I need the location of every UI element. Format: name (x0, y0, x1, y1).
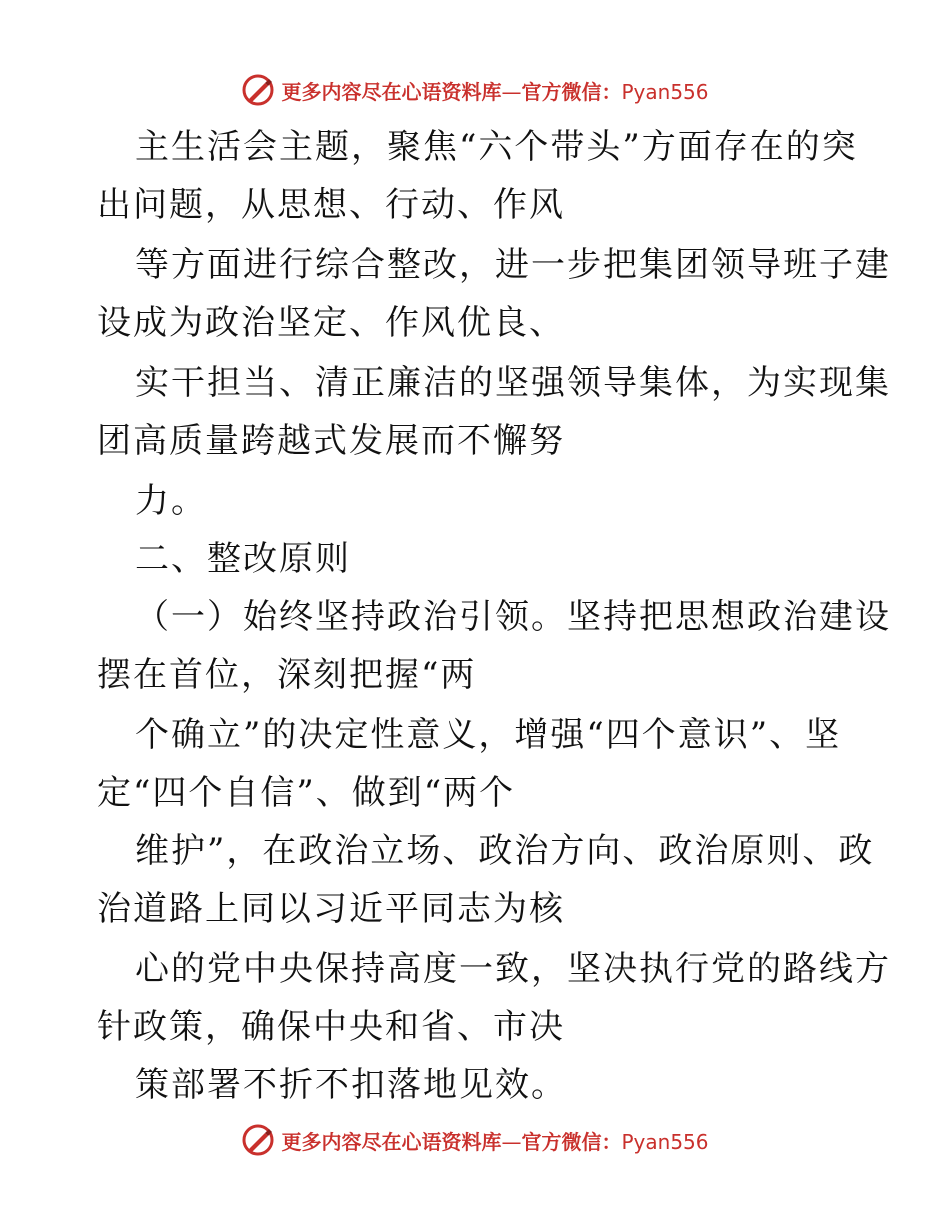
body-line: 力。 (135, 481, 207, 521)
body-line: 治道路上同以习近平同志为核 (97, 889, 565, 929)
footer-banner (0, 1120, 950, 1160)
header-brand: 更多内容尽在心语资料库 (281, 79, 502, 104)
pen-logo-icon (241, 73, 275, 107)
body-line: 团高质量跨越式发展而不懈努 (97, 421, 565, 461)
body-line: 个确立”的决定性意义，增强“四个意识”、坚 (135, 715, 842, 755)
body-line: 维护”，在政治立场、政治方向、政治原则、政 (135, 831, 875, 871)
footer-brand: 更多内容尽在心语资料库 (281, 1129, 502, 1154)
header-text (281, 76, 708, 105)
body-line: （一）始终坚持政治引领。坚持把思想政治建设 (135, 597, 891, 637)
body-line: 摆在首位，深刻把握“两 (97, 655, 477, 695)
body-line: 实干担当、清正廉洁的坚强领导集体，为实现集 (135, 363, 891, 403)
body-line: 设成为政治坚定、作风优良、 (97, 303, 565, 343)
body-line: 定“四个自信”、做到“两个 (97, 773, 516, 813)
pen-logo-icon (241, 1123, 275, 1157)
footer-text (281, 1126, 708, 1155)
header-wechat-id: Pyan556 (621, 79, 709, 104)
footer-wechat-label: 官方微信： (521, 1129, 622, 1154)
footer-separator: — (501, 1129, 522, 1154)
footer-wechat-id: Pyan556 (621, 1129, 709, 1154)
header-separator: — (501, 79, 522, 104)
body-line: 等方面进行综合整改，进一步把集团领导班子建 (135, 245, 891, 285)
header-wechat-label: 官方微信： (521, 79, 622, 104)
section-heading: 二、整改原则 (135, 539, 351, 579)
header-banner (0, 70, 950, 110)
body-line: 针政策，确保中央和省、市决 (97, 1007, 565, 1047)
body-line: 心的党中央保持高度一致，坚决执行党的路线方 (135, 949, 891, 989)
body-line: 主生活会主题，聚焦“六个带头”方面存在的突 (135, 127, 858, 167)
body-line: 出问题，从思想、行动、作风 (97, 185, 565, 225)
body-line: 策部署不折不扣落地见效。 (135, 1065, 567, 1105)
